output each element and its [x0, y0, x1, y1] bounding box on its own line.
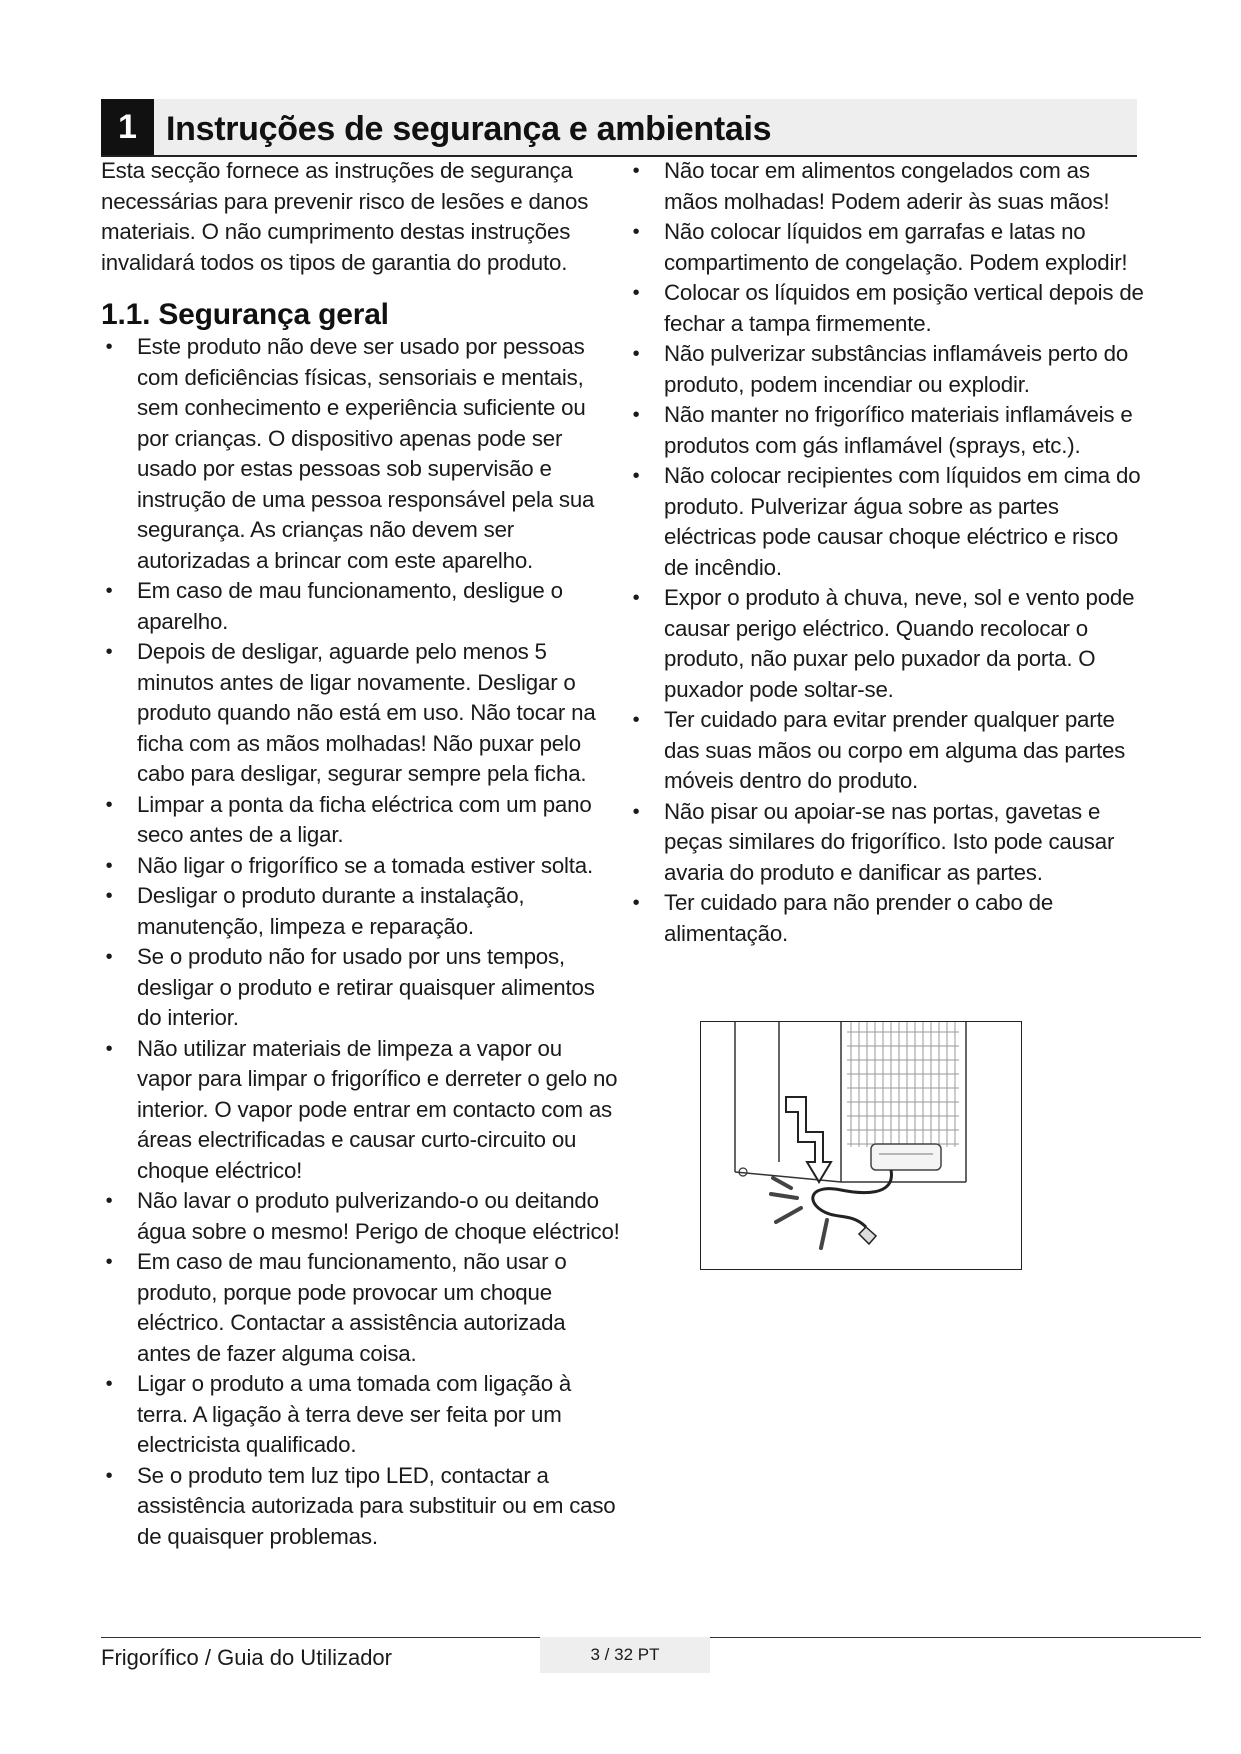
- list-item: [628, 400, 1148, 461]
- section-title: 1.1. Segurança geral: [101, 298, 389, 331]
- bullet-icon: •: [105, 793, 113, 816]
- list-item-text: Ligar o produto a uma tomada com ligação à terra. A ligação à terra deve ser feita por um electricista qualificado.: [137, 1371, 572, 1457]
- list-item-text: Não pulverizar substâncias inflamáveis perto do produto, podem incendiar ou explodir.: [664, 341, 1129, 397]
- list-item-text: Colocar os líquidos em posição vertical depois de fechar a tampa firmemente.: [664, 280, 1144, 336]
- list-item-text: Em caso de mau funcionamento, não usar o produto, porque pode provocar um choque eléctrico. Contactar a assistência autorizada antes de fazer alguma coisa.: [137, 1249, 567, 1366]
- list-item: [628, 583, 1148, 705]
- bullet-icon: •: [632, 160, 640, 182]
- list-item-text: Não ligar o frigorífico se a tomada estiver solta.: [137, 852, 593, 878]
- list-item: [101, 576, 621, 637]
- left-bullet-list: [101, 332, 621, 1552]
- list-item: [628, 217, 1148, 278]
- chapter-header: [101, 99, 1137, 157]
- bullet-icon: •: [105, 1464, 113, 1487]
- list-item-text: Se o produto tem luz tipo LED, contactar a assistência autorizada para substituir ou em caso de quaisquer problemas.: [137, 1462, 616, 1549]
- electrical-hazard-illustration: [700, 1021, 1022, 1270]
- bullet-icon: •: [632, 709, 640, 731]
- bullet-icon: •: [105, 1190, 113, 1212]
- list-item-text: Ter cuidado para evitar prender qualquer parte das suas mãos ou corpo em alguma das partes móveis dentro do produto.: [664, 707, 1126, 793]
- footer-title: Frigorífico / Guia do Utilizador: [101, 1645, 392, 1670]
- list-item-text: Expor o produto à chuva, neve, sol e vento pode causar perigo eléctrico. Quando recolocar o produto, não puxar pelo puxador da porta. O puxador pode soltar-se.: [664, 585, 1135, 702]
- bullet-icon: •: [105, 1373, 113, 1395]
- list-item: [101, 942, 621, 1034]
- list-item-text: Em caso de mau funcionamento, desligue o aparelho.: [137, 578, 563, 634]
- list-item: [101, 851, 621, 882]
- list-item-text: Se o produto não for usado por uns tempos, desligar o produto e retirar quaisquer alimentos do interior.: [137, 944, 595, 1030]
- bullet-icon: •: [632, 221, 640, 243]
- list-item-text: Não pisar ou apoiar-se nas portas, gavetas e peças similares do frigorífico. Isto pode causar avaria do produto e danificar as partes.: [664, 798, 1115, 885]
- right-bullet-list: [628, 156, 1148, 949]
- list-item: [628, 705, 1148, 797]
- list-item: [628, 888, 1148, 949]
- bullet-icon: •: [632, 282, 640, 304]
- list-item-text: Ter cuidado para não prender o cabo de alimentação.: [664, 890, 1054, 946]
- list-item: [628, 339, 1148, 400]
- list-item-text: Não colocar líquidos em garrafas e latas no compartimento de congelação. Podem explodir!: [664, 219, 1128, 275]
- list-item-text: Limpar a ponta da ficha eléctrica com um pano seco antes de a ligar.: [137, 791, 592, 847]
- list-item: [101, 332, 621, 576]
- list-item: [101, 881, 621, 942]
- left-column: [101, 156, 621, 1552]
- bullet-icon: •: [632, 404, 640, 426]
- bullet-icon: •: [105, 1251, 113, 1273]
- list-item: [101, 1461, 621, 1553]
- list-item-text: Não colocar recipientes com líquidos em cima do produto. Pulverizar água sobre as partes eléctricas pode causar choque eléctrico e risco de incêndio.: [664, 463, 1141, 580]
- bullet-icon: •: [632, 800, 640, 823]
- list-item-text: Não manter no frigorífico materiais inflamáveis e produtos com gás inflamável (sprays, etc.).: [664, 402, 1133, 458]
- list-item: [101, 1369, 621, 1461]
- fridge-cable-drawing: [701, 1022, 1023, 1271]
- list-item: [101, 790, 621, 851]
- list-item-text: Não lavar o produto pulverizando-o ou deitando água sobre o mesmo! Perigo de choque eléctrico!: [137, 1188, 620, 1244]
- bullet-icon: •: [105, 1037, 113, 1060]
- bullet-icon: •: [105, 336, 113, 358]
- bullet-icon: •: [632, 465, 640, 487]
- bullet-icon: •: [105, 641, 113, 663]
- chapter-number: 1: [101, 99, 154, 155]
- bullet-icon: •: [105, 854, 113, 877]
- chapter-title: Instruções de segurança e ambientais: [166, 110, 772, 148]
- list-item-text: Este produto não deve ser usado por pessoas com deficiências físicas, sensoriais e mentais, sem conhecimento e experiência suficiente ou por crianças. O dispositivo apenas pode ser usado por estas pessoas sob supervisão e instrução de uma pessoa responsável pela sua segurança. As crianças não devem ser autorizadas a brincar com este aparelho.: [137, 334, 595, 573]
- list-item-text: Não tocar em alimentos congelados com as mãos molhadas! Podem aderir às suas mãos!: [664, 158, 1110, 214]
- bullet-icon: •: [632, 892, 640, 914]
- list-item: [628, 278, 1148, 339]
- list-item: [101, 1034, 621, 1187]
- list-item: [628, 797, 1148, 889]
- page-number: 3 / 32 PT: [540, 1637, 710, 1673]
- list-item-text: Não utilizar materiais de limpeza a vapor ou vapor para limpar o frigorífico e derreter o gelo no interior. O vapor pode entrar em contacto com as áreas electrificadas e causar curto-circuito ou choque eléctrico!: [137, 1035, 618, 1183]
- list-item: [628, 156, 1148, 217]
- right-column: [628, 156, 1148, 949]
- list-item-text: Depois de desligar, aguarde pelo menos 5 minutos antes de ligar novamente. Desligar o produto quando não está em uso. Não tocar na ficha com as mãos molhadas! Não puxar pelo cabo para desligar, segurar sempre pela ficha.: [137, 639, 596, 786]
- bullet-icon: •: [105, 946, 113, 968]
- bullet-icon: •: [105, 580, 113, 602]
- bullet-icon: •: [632, 587, 640, 609]
- list-item: [101, 1247, 621, 1369]
- list-item: [101, 637, 621, 790]
- intro-paragraph: Esta secção fornece as instruções de segurança necessárias para prevenir risco de lesões e danos materiais. O não cumprimento destas instruções invalidará todos os tipos de garantia do produto.: [101, 158, 589, 275]
- bullet-icon: •: [105, 885, 113, 907]
- list-item: [628, 461, 1148, 583]
- list-item-text: Desligar o produto durante a instalação, manutenção, limpeza e reparação.: [137, 883, 525, 939]
- bullet-icon: •: [632, 343, 640, 365]
- list-item: [101, 1186, 621, 1247]
